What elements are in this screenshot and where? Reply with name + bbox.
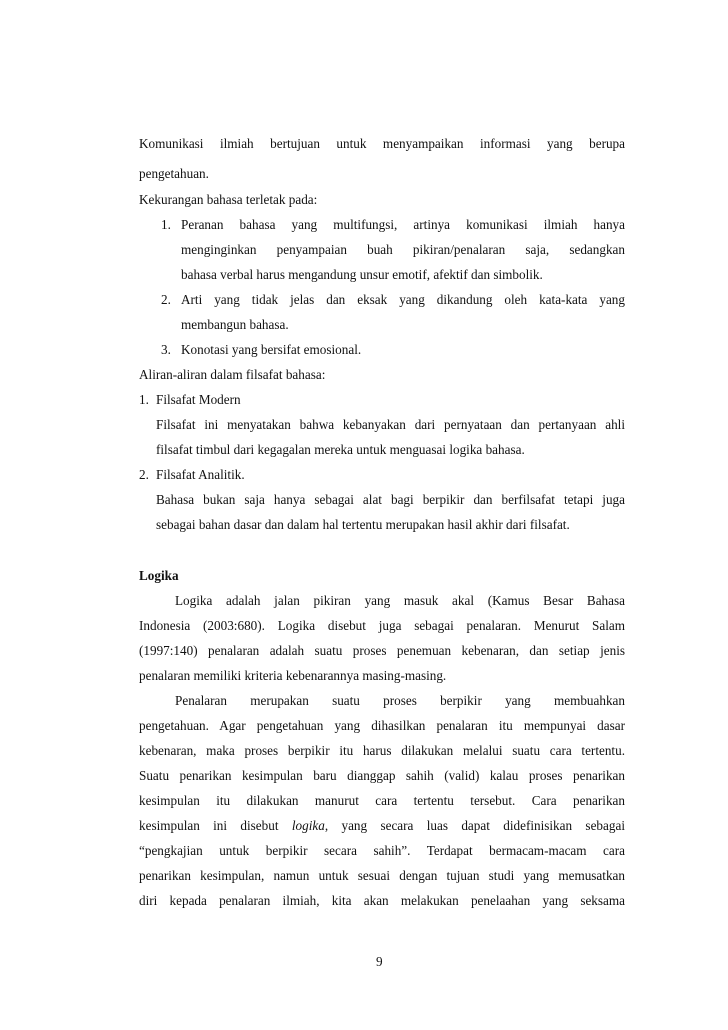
paragraph-line: pengetahuan.	[139, 166, 209, 181]
list-item-line: Filsafat ini menyatakan bahwa kebanyakan dari pernyataan dan pertanyaan ahli	[156, 417, 625, 432]
paragraph-line: “pengkajian untuk berpikir secara sahih”. Terdapat bermacam-macam cara	[139, 843, 625, 858]
paragraph-line: Suatu penarikan kesimpulan baru dianggap sahih (valid) kalau proses penarikan	[139, 768, 625, 783]
section-heading: Aliran-aliran dalam filsafat bahasa:	[139, 367, 326, 382]
section-heading: Kekurangan bahasa terletak pada:	[139, 192, 318, 207]
list-item-line: menginginkan penyampaian buah pikiran/penalaran saja, sedangkan	[181, 242, 625, 257]
paragraph-line: (1997:140) penalaran adalah suatu proses penemuan kebenaran, dan setiap jenis	[139, 643, 625, 658]
section-heading-logika: Logika	[139, 568, 179, 583]
list-item-line: membangun bahasa.	[181, 317, 289, 332]
list-item-line: Arti yang tidak jelas dan eksak yang dikandung oleh kata-kata yang	[181, 292, 625, 307]
paragraph-line: penalaran memiliki kriteria kebenarannya masing-masing.	[139, 668, 447, 683]
paragraph-line: Indonesia (2003:680). Logika disebut juga sebagai penalaran. Menurut Salam	[139, 618, 625, 633]
text-run: , yang secara luas dapat didefinisikan sebagai	[324, 818, 625, 833]
list-number: 1.	[161, 217, 171, 232]
list-number: 3.	[161, 342, 171, 357]
paragraph-line: penarikan kesimpulan, namun untuk sesuai dengan tujuan studi yang memusatkan	[139, 868, 625, 883]
list-item-line: Konotasi yang bersifat emosional.	[181, 342, 362, 357]
list-item-title: Filsafat Analitik.	[156, 467, 245, 482]
list-number: 2.	[161, 292, 171, 307]
page-number: 9	[376, 954, 383, 969]
paragraph-line: Penalaran merupakan suatu proses berpikir yang membuahkan	[175, 693, 625, 708]
list-number: 2.	[139, 467, 149, 482]
list-item-line: Peranan bahasa yang multifungsi, artinya komunikasi ilmiah hanya	[181, 217, 625, 232]
paragraph-line: Komunikasi ilmiah bertujuan untuk menyampaikan informasi yang berupa	[139, 136, 625, 151]
list-item-line: sebagai bahan dasar dan dalam hal tertentu merupakan hasil akhir dari filsafat.	[156, 517, 570, 532]
paragraph-line: diri kepada penalaran ilmiah, kita akan melakukan penelaahan yang seksama	[139, 893, 625, 908]
list-item-title: Filsafat Modern	[156, 392, 241, 407]
list-item-line: filsafat timbul dari kegagalan mereka untuk menguasai logika bahasa.	[156, 442, 525, 457]
text-run: kesimpulan ini disebut	[139, 818, 292, 833]
paragraph-line: pengetahuan. Agar pengetahuan yang dihasilkan penalaran itu mempunyai dasar	[139, 718, 625, 733]
list-number: 1.	[139, 392, 149, 407]
paragraph-line: kesimpulan itu dilakukan manurut cara tertentu tersebut. Cara penarikan	[139, 793, 625, 808]
paragraph-line: kebenaran, maka proses berpikir itu harus dilakukan melalui suatu cara tertentu.	[139, 743, 625, 758]
paragraph-line: Logika adalah jalan pikiran yang masuk akal (Kamus Besar Bahasa	[175, 593, 625, 608]
italic-term-logika: logika	[291, 818, 325, 833]
list-item-line: bahasa verbal harus mengandung unsur emotif, afektif dan simbolik.	[181, 267, 543, 282]
paragraph-line	[139, 818, 625, 834]
list-item-line: Bahasa bukan saja hanya sebagai alat bagi berpikir dan berfilsafat tetapi juga	[156, 492, 625, 507]
